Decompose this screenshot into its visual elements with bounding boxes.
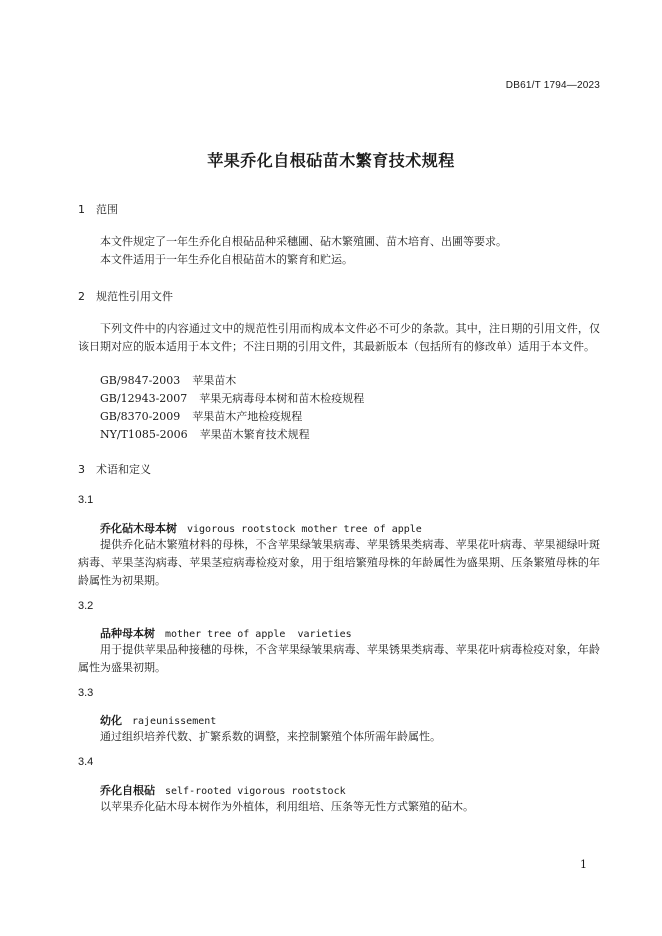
term-chinese: 乔化自根砧 (100, 784, 155, 797)
paragraph: 本文件规定了一年生乔化自根砧品种采穗圃、砧木繁殖圃、苗木培育、出圃等要求。 (100, 235, 507, 248)
term-english: self-rooted vigorous rootstock (165, 786, 346, 797)
section-3-heading (78, 461, 151, 477)
paragraph: 下列文件中的内容通过文中的规范性引用而构成本文件必不可少的条款。其中，注日期的引用文件，仅该日期对应的版本适用于本文件；不注日期的引用文件，其最新版本（包括所有的修改单）适用于本文件。 (78, 322, 600, 353)
section-1-heading (78, 201, 118, 217)
term-english: rajeunissement (132, 716, 217, 727)
term-number: 3.4 (78, 756, 94, 768)
document-title: 苹果乔化自根砧苗木繁育技术规程 (207, 151, 455, 170)
reference-name: 苹果苗木繁育技术规程 (199, 428, 310, 441)
reference-item (100, 372, 236, 390)
term-definition: 用于提供苹果品种接穗的母株，不含苹果绿皱果病毒、苹果锈果类病毒、苹果花叶病毒检疫对象，年龄属性为盛果初期。 (78, 643, 600, 674)
section-number: 3 (78, 463, 85, 476)
reference-item (100, 408, 302, 426)
term-number: 3.1 (78, 494, 94, 506)
reference-name: 苹果苗木产地检疫规程 (192, 410, 303, 423)
reference-name: 苹果苗木 (192, 374, 237, 387)
reference-code: NY/T1085-2006 (100, 428, 188, 441)
section-number: 1 (78, 203, 85, 216)
term-heading (100, 712, 216, 728)
paragraph: 本文件适用于一年生乔化自根砧苗木的繁育和贮运。 (100, 253, 353, 266)
term-english: mother tree of apple varieties (165, 629, 352, 640)
reference-item (100, 426, 310, 444)
section-title: 规范性引用文件 (96, 290, 173, 303)
section-2-heading (78, 288, 173, 304)
term-number: 3.2 (78, 600, 94, 612)
term-chinese: 幼化 (100, 714, 122, 727)
term-heading (100, 520, 422, 536)
term-chinese: 乔化砧木母本树 (100, 522, 177, 535)
term-definition: 通过组织培养代数、扩繁系数的调整，来控制繁殖个体所需年龄属性。 (100, 730, 441, 743)
section-title: 范围 (96, 203, 118, 216)
term-definition: 以苹果乔化砧木母本树作为外植体，利用组培、压条等无性方式繁殖的砧木。 (100, 800, 474, 813)
term-definition: 提供乔化砧木繁殖材料的母株，不含苹果绿皱果病毒、苹果锈果类病毒、苹果花叶病毒、苹果褪绿叶斑病毒、苹果茎沟病毒、苹果茎痘病毒检疫对象，用于组培繁殖母株的年龄属性为盛果期、压条繁殖母株的年龄属性为初果期。 (78, 538, 600, 587)
term-heading (100, 782, 346, 798)
page-number: 1 (580, 858, 587, 871)
reference-code: GB/9847-2003 (100, 374, 181, 387)
section-title: 术语和定义 (96, 463, 151, 476)
section-number: 2 (78, 290, 85, 303)
document-code: DB61/T 1794—2023 (505, 80, 600, 91)
reference-code: GB/12943-2007 (100, 392, 188, 405)
term-number: 3.3 (78, 687, 94, 699)
reference-code: GB/8370-2009 (100, 410, 181, 423)
reference-item (100, 390, 364, 408)
term-english: vigorous rootstock mother tree of apple (187, 524, 422, 535)
term-chinese: 品种母本树 (100, 627, 155, 640)
term-heading (100, 625, 352, 641)
reference-name: 苹果无病毒母本树和苗木检疫规程 (199, 392, 365, 405)
